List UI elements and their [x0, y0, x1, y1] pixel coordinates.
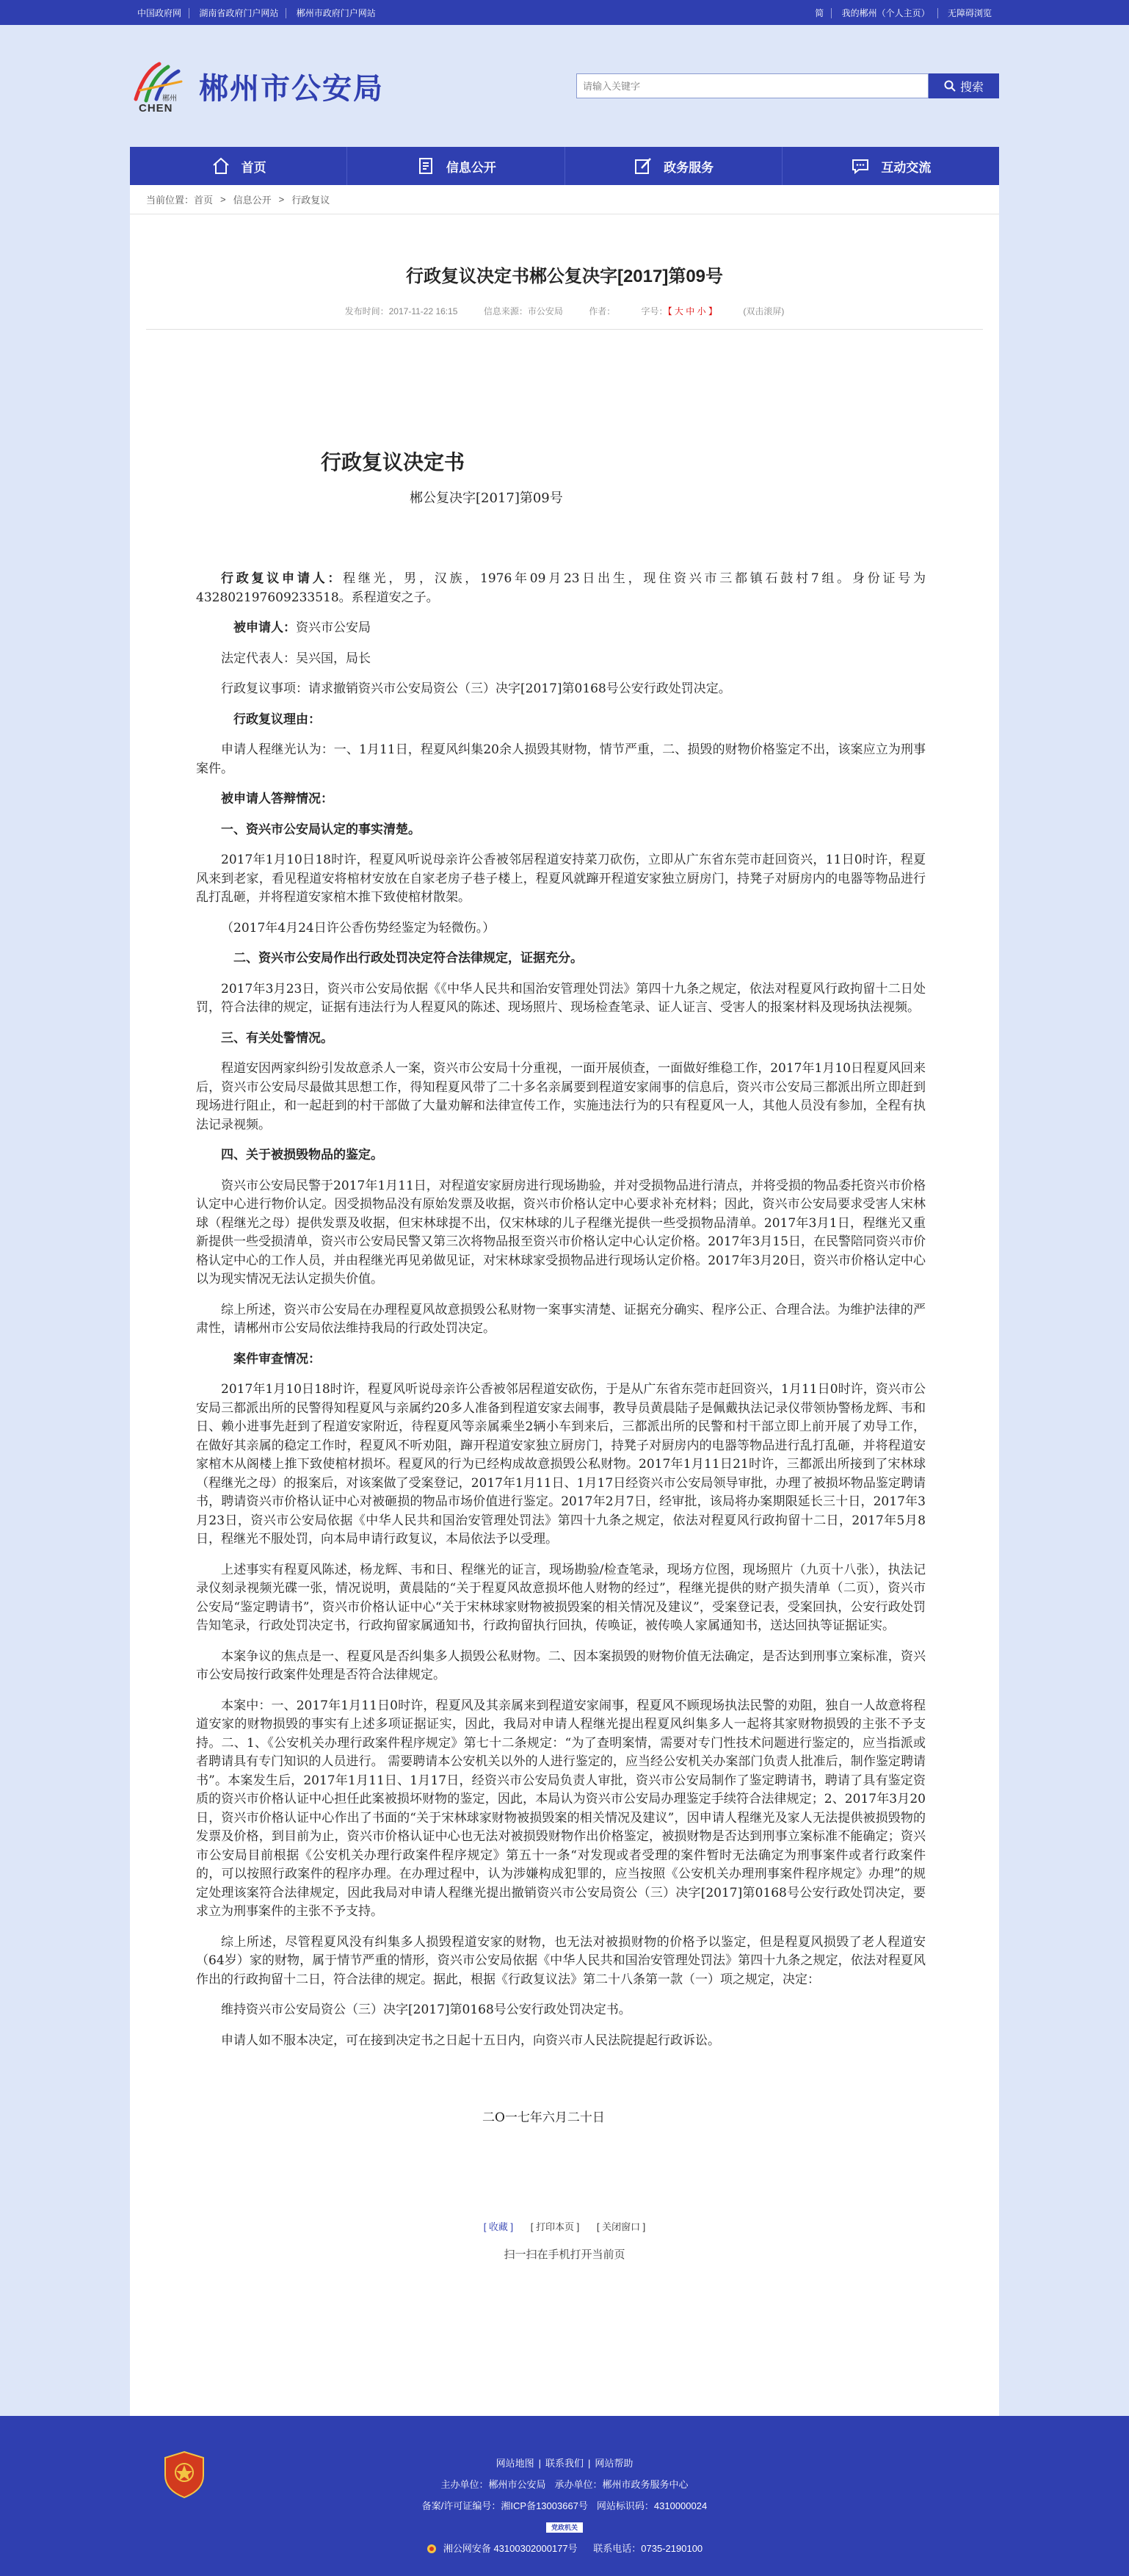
breadcrumb-item[interactable]: 行政复议	[291, 195, 330, 206]
chat-icon	[850, 156, 871, 176]
site-logo[interactable]	[130, 57, 384, 115]
paragraph: 本案中：一、2017年1月11日0时许，程夏风及其亲属来到程道安家闹事，程夏风不顾现场执法民警的劝阻，独自一人故意将程道安家的财物损毁的事实有上述多项证据证实，因此，我局对申请人程继光提出程夏风纠集多人一起将其家财物损毁的主张不予支持。二、1、《公安机关办理行政案件程序规定》第七十二条规定：“为了查明案情，需要对专门性技术问题进行鉴定的，应当指派或者聘请具有专门知识的人员进行。 需要聘请本公安机关以外的人进行鉴定的，应当经公安机关办案部门负责人批准后，制作鉴定聘请书”。本案发生后，2017年1月11日、1月17日，经资兴市公安局负责人审批，资兴市公安局制作了鉴定聘请书，聘请了具有鉴定资质的资兴市价格认证中心担任此案被损坏财物的鉴定，因此，本局认为资兴市公安局办理鉴定手续符合法律规定；2、2017年3月20日，资兴市价格认证中心作出了书面的“关于宋林球家财物被损毁案的相关情况及建议”，因申请人程继光及家人无法提供被损毁物的发票及价格，到目前为止，资兴市价格认证中心也无法对被损毁财物作出价格鉴定，被损财物是否达到刑事立案标准不能确定；资兴市公安局目前根据《公安机关办理行政案件程序规定》第五十一条“对发现或者受理的案件暂时无法确定为刑事案件或者行政案件的，可以按照行政案件的程序办理。在办理过程中，认为涉嫌构成犯罪的，应当按照《公安机关办理刑事案件程序规定》办理”的规定处理该案符合法律规定，因此我局对申请人程继光提出撤销资兴市公安局资公（三）决字[2017]第0168号公安行政处罚决定，要求立为刑事案件的主张不予支持。	[196, 1698, 926, 1919]
paragraph: 三、有关处警情况。	[221, 1030, 333, 1046]
icp-link[interactable]: 备案/许可证编号：湘ICP备13003667号	[421, 2500, 588, 2511]
contact-link[interactable]: 联系我们	[545, 2457, 584, 2469]
home-icon	[211, 156, 231, 176]
paragraph: 被申请人答辩情况：	[221, 792, 333, 806]
qr-tip: 扫一扫在手机打开当前页	[504, 2248, 625, 2261]
nav-info[interactable]	[347, 147, 564, 185]
police-record-link[interactable]: 湘公网安备 43100302000177号	[426, 2543, 582, 2554]
top-link[interactable]: 郴州市政府门户网站	[296, 7, 376, 18]
nav-label: 信息公开	[446, 160, 496, 175]
logo-emblem	[130, 57, 192, 115]
nav-interaction[interactable]	[783, 147, 999, 185]
paragraph: 程道安因两家纠纷引发故意杀人一案，资兴市公安局十分重视，一面开展侦查，一面做好维稳工作，2017年1月10日程夏风回来后，资兴市公安局尽最做其思想工作，得知程夏风带了二十多名亲属要到程道安家闹事的信息后，资兴市公安局三都派出所立即赶到现场进行阻止，和一起赶到的村干部做了大量劝解和法律宣传工作，实施违法行为的只有程夏风一人，其他人员没有参加，全程有执法记录视频。	[196, 1061, 926, 1132]
info-source: 信息来源：市公安局	[483, 306, 563, 316]
print-link[interactable]: [ 打印本页 ]	[530, 2221, 580, 2232]
font-size-control: 字号：【 大 中 小 】	[641, 306, 718, 316]
search-icon	[944, 80, 956, 92]
footer-police-row: 湘公网安备 43100302000177号 联系电话：0735-2190100	[130, 2538, 999, 2559]
nav-service[interactable]	[565, 147, 783, 185]
footer	[0, 2416, 1129, 2576]
help-link[interactable]: 网站帮助	[595, 2457, 634, 2469]
paragraph: 行政复议理由：	[233, 712, 321, 727]
bookmark-link[interactable]: [ 收藏 ]	[483, 2221, 514, 2232]
paragraph: 2017年1月10日18时许，程夏风听说母亲许公香被邻居程道安砍伤，于是从广东省东莞市赶回资兴，1月11日0时许，资兴市公安局三都派出所的民警得知程夏风与亲属约20多人准备到程道安家去闹事，教导员黄晨陆子是佩戴执法记录仪带领协警杨龙辉、韦和日、赖小进事先赶到了程道安家附近，待程夏风等亲属乘坐2辆小车到来后，三都派出所的民警和村干部立即上前开展了劝导工作，在做好其亲属的稳定工作时，程夏风不听劝阻，蹿开程道安家独立厨房门，持凳子对厨房内的电器等物品进行乱打乱砸，并将程道安家棺木从阁楼上推下致使棺材损坏。程夏风的行为已经构成故意损毁公私财物。2017年1月11日21时许，三都派出所接到了宋林球（程继光之母）的报案后，对该案做了受案登记，2017年1月11日、1月17日经资兴市公安局领导审批，办理了被损坏物品鉴定聘请书，聘请资兴市价格认证中心对被砸损的物品市场价值进行鉴定。2017年2月7日，经审批，该局将办案期限延长三十日，2017年3月23日，资兴市公安局依据《中华人民共和国治安管理处罚法》第四十九条之规定，依法对程夏风行政拘留十二日，2017年5月8日，程继光不服处罚，向本局申请行政复议，本局依法予以受理。	[196, 1382, 926, 1546]
article-title: 行政复议决定书郴公复决字[2017]第09号	[405, 267, 724, 286]
paragraph: 法定代表人：吴兴国，局长	[221, 651, 371, 666]
nav-label: 政务服务	[664, 160, 714, 175]
nav-home[interactable]	[130, 147, 347, 185]
paragraph: 一、资兴市公安局认定的事实清楚。	[221, 822, 421, 837]
top-link[interactable]: 湖南省政府门户网站	[192, 8, 286, 18]
paragraph: 2017年1月10日18时许，程夏风听说母亲许公香被邻居程道安持菜刀砍伤，立即从广东省东莞市赶回资兴，11日0时许，程夏风来到老家，看见程道安将棺材安放在自家老房子巷子楼上，程夏风就蹿开程道安家独立厨房门，持凳子对厨房内的电器等物品进行乱打乱砸，并将程道安家棺木推下致使棺材散架。	[196, 853, 926, 905]
paragraph: 维持资兴市公安局资公（三）决字[2017]第0168号公安行政处罚决定书。	[221, 2002, 631, 2017]
publish-date: 发布时间：2017-11-22 16:15	[344, 306, 458, 316]
top-links	[130, 7, 383, 19]
breadcrumb-item[interactable]: 首页	[194, 195, 214, 206]
logo-small-text: 郴州	[162, 95, 177, 103]
paragraph: 申请人如不服本决定，可在接到决定书之日起十五日内，向资兴市人民法院提起行政诉讼。	[221, 2033, 720, 2048]
breadcrumb-separator: >	[278, 194, 285, 205]
header	[130, 25, 999, 147]
footer-links: 网站地图 | 联系我们 | 网站帮助	[495, 2457, 634, 2469]
my-homepage-link[interactable]: 我的郴州（个人主页）	[835, 8, 938, 18]
document-icon	[415, 156, 436, 176]
double-click-scroll[interactable]: (双击滚屏)	[743, 306, 785, 316]
police-record-icon	[426, 2544, 437, 2554]
paragraph: 2017年3月23日，资兴市公安局依据《《中华人民共和国治安管理处罚法》第四十九条之规定，依法对程夏风行政拘留十二日处罚，符合法律的规定，证据有违法行为人程夏风的陈述、现场照片、现场检查笔录、证人证言、受害人的报案材料及现场执法视频。	[196, 981, 926, 1015]
document-date: 二O一七年六月二十日	[482, 2110, 605, 2125]
paragraph: 案件审查情况：	[233, 1351, 321, 1367]
breadcrumb-item[interactable]: 信息公开	[233, 195, 272, 206]
paragraph: 综上所述，资兴市公安局在办理程夏风故意损毁公私财物一案事实清楚、证据充分确实、程序公正、合理合法。为维护法律的严肃性，请郴州市公安局依法维持我局的行政处罚决定。	[196, 1302, 926, 1336]
article-actions	[130, 2219, 999, 2233]
paragraph: 资兴市公安局民警于2017年1月11日，对程道安家厨房进行现场勘验，并对受损物品进行清点，并将受损的物品委托资兴市价格认定中心进行物价认定。因受损物品没有原始发票及收据，资兴市价格认定中心要求补充材料；因此，资兴市公安局要求受害人宋林球（程继光之母）提供发票及收据，但宋林球提不出，仅宋林球的儿子程继光提供一些受损物品清单。2017年3月1日，程继光又重新提供一些受损清单，资兴市公安局民警又第三次将物品报至资兴市价格认定中心认定价格。2017年3月15日，在民警陪同资兴市价格认定中心的工作人员，并由程继光再见弟做见证，对宋林球家受损物品进行现场认定价格。2017年3月20日，资兴市价格认定中心以为现实情况无法认定损失价值。	[196, 1178, 926, 1287]
paragraph: 被申请人：资兴市公安局	[233, 621, 371, 635]
font-size-small[interactable]: 小	[697, 306, 706, 316]
paragraph: 上述事实有程夏风陈述，杨龙辉、韦和日、程继光的证言，现场勘验/检查笔录，现场方位图，现场照片（九页十八张），执法记录仪刻录视频光碟一张，情况说明，黄晨陆的“关于程夏风故意损坏他人财物的经过”，程继光提供的财产损失清单（二页），资兴市公安局“鉴定聘请书”，资兴市价格认证中心“关于宋林球家财物被损毁案的相关情况及建议”，受案登记表，受案回执，公安行政处罚告知笔录，行政处罚决定书，行政拘留家属通知书，行政拘留执行回执，传唤证，被传唤人家属通知书，送达回执等证据证实。	[196, 1562, 926, 1633]
footer-info	[130, 2416, 999, 2559]
footer-org: 主办单位：郴州市公安局 承办单位：郴州市政务服务中心	[440, 2478, 689, 2490]
paragraph: 行政复议申请人：程继光，男，汉族，1976年09月23日出生，现住资兴市三都镇石鼓村7组。身份证号为432802197609233518。系程道安之子。	[196, 571, 926, 605]
paragraph: 申请人程继光认为：一、1月11日，程夏风纠集20余人损毁其财物，情节严重，二、损毁的财物价格鉴定不出，该案应立为刑事案件。	[196, 742, 926, 776]
breadcrumb-label: 当前位置：	[146, 195, 195, 206]
paragraph: （2017年4月24日许公香伤势经鉴定为轻微伤。）	[221, 920, 495, 936]
search-input[interactable]	[576, 73, 929, 98]
paragraph: 二、资兴市公安局作出行政处罚决定符合法律规定，证据充分。	[233, 951, 583, 966]
article-meta	[146, 305, 983, 330]
paragraph: 本案争议的焦点是一、程夏风是否纠集多人损毁公私财物。二、因本案损毁的财物价值无法确定，是否达到刑事立案标准，资兴市公安局按行政案件处理是否符合法律规定。	[196, 1649, 926, 1682]
gov-badge[interactable]: 党政机关	[546, 2522, 583, 2533]
paragraph: 四、关于被损毁物品的鉴定。	[221, 1148, 383, 1162]
author: 作者：	[589, 306, 616, 316]
document-number: 郴公复决字[2017]第09号	[410, 491, 563, 506]
document-body	[130, 447, 999, 2128]
sitemap-link[interactable]: 网站地图	[495, 2457, 534, 2469]
font-size-large[interactable]: 大	[674, 306, 683, 316]
user-links	[807, 7, 999, 19]
nav-label: 互动交流	[881, 160, 932, 175]
paragraph: 行政复议事项：请求撤销资兴市公安局资公（三）决字[2017]第0168号公安行政处罚决定。	[221, 681, 731, 696]
breadcrumb	[130, 185, 999, 214]
search-button-label: 搜索	[959, 81, 984, 94]
main-nav	[130, 147, 999, 185]
footer-badge-row	[130, 2517, 999, 2538]
footer-record: 备案/许可证编号：湘ICP备13003667号 网站标识码：4310000024	[421, 2500, 708, 2511]
site-name: 郴州市公安局	[199, 71, 384, 106]
search-button[interactable]	[929, 73, 999, 98]
edit-icon	[633, 156, 653, 176]
article	[130, 261, 999, 2416]
logo-latin-text: CHEN	[139, 102, 173, 115]
top-bar	[0, 0, 1129, 25]
page-container	[130, 25, 999, 2416]
search-box	[576, 73, 999, 98]
paragraph: 综上所述，尽管程夏风没有纠集多人损毁程道安家的财物，也无法对被损财物的价格予以鉴定，但是程夏风损毁了老人程道安（64岁）家的财物，属于情节严重的情形，资兴市公安局依据《中华人民共和国治安管理处罚法》第四十九条之规定，依法对程夏风作出的行政拘留十二日，符合法律的规定。据此，根据《行政复议法》第二十八条第一款（一）项之规定，决定：	[196, 1934, 926, 1987]
nav-label: 首页	[241, 160, 266, 175]
breadcrumb-separator: >	[220, 194, 226, 205]
police-emblem-icon	[162, 2450, 206, 2499]
top-link[interactable]: 中国政府网	[130, 8, 189, 18]
font-size-medium[interactable]: 中	[686, 306, 695, 316]
close-window-link[interactable]: [ 关闭窗口 ]	[596, 2221, 646, 2232]
simplified-chinese-link[interactable]: 简	[807, 8, 832, 18]
document-title: 行政复议决定书	[321, 450, 465, 474]
accessibility-link[interactable]: 无障碍浏览	[947, 7, 992, 18]
